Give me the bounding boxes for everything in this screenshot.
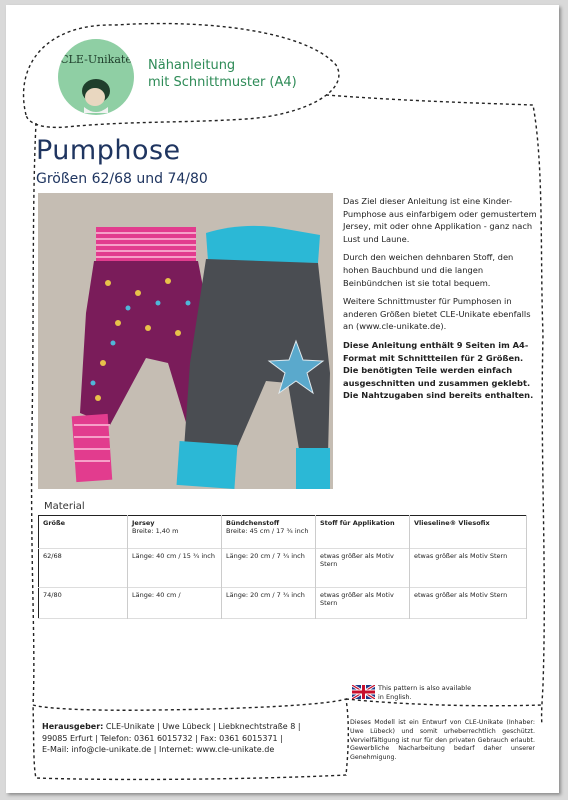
publisher-line-1 [42,721,322,733]
table-cell: etwas größer als Motiv Stern [316,588,410,619]
publisher-info [42,721,322,756]
table-row [39,549,527,588]
uk-flag-icon [352,685,375,699]
table-cell: etwas größer als Motiv Stern [410,549,527,588]
table-header-row [39,516,527,549]
material-heading: Material [44,501,85,512]
table-cell: Länge: 20 cm / 7 ¾ inch [222,588,316,619]
sizes-heading: Größen 62/68 und 74/80 [36,171,208,187]
pattern-description [343,195,538,408]
table-cell: Länge: 40 cm / 15 ¾ inch [128,549,222,588]
product-photo [38,193,333,489]
description-paragraph-bold: Diese Anleitung enthält 9 Seiten im A4-Format mit Schnittteilen für 2 Größen. Die benötigten Teile werden einfach ausgeschnitten und zusammen geklebt. Die Nahtzugaben sind bereits enthalten. [343,339,534,401]
subtitle-line-2: mit Schnittmuster (A4) [148,75,297,90]
table-cell: etwas größer als Motiv Stern [410,588,527,619]
table-row [39,588,527,619]
english-version-note: This pattern is also available in English. [378,684,472,701]
copyright-notice: Dieses Modell ist ein Entwurf von CLE-Unikate (Inhaber: Uwe Lübeck) und somit urheberrechtlich geschützt. Vervielfältigung ist nur für den privaten Gebrauch erlaubt. Gewerbliche Nacharbeitung bedarf daher unserer Genehmigung. [350,719,535,762]
publisher-label: Herausgeber: [42,722,104,731]
table-cell: 62/68 [39,549,128,588]
publisher-line-2: 99085 Erfurt | Telefon: 0361 6015732 | Fax: 0361 6015371 | [42,733,283,743]
subtitle-line-1: Nähanleitung [148,58,236,73]
page-title: Pumphose [36,135,181,166]
table-cell: Länge: 40 cm / [128,588,222,619]
table-cell: etwas größer als Motiv Stern [316,549,410,588]
description-paragraph: Weitere Schnittmuster für Pumphosen in anderen Größen bietet CLE-Unikate ebenfalls an (www.cle-unikate.de). [343,296,531,332]
material-table [38,515,527,619]
description-paragraph: Das Ziel dieser Anleitung ist eine Kinder-Pumphose aus einfarbigem oder gemustertem Jersey, mit oder ohne Applikation - ganz nach Lust und Laune. [343,196,537,244]
header-cell: Größe [39,516,128,549]
header-subtitle [148,57,297,91]
header-cell: Vlieseline® Vliesofix [410,516,527,549]
description-paragraph: Durch den weichen dehnbaren Stoff, den hohen Bauchbund und die langen Beinbündchen ist sie total bequem. [343,252,514,288]
publisher-address: CLE-Unikate | Uwe Lübeck | Liebknechtstraße 8 | [105,722,301,731]
header-cell: Jersey Breite: 1,40 m [128,516,222,549]
header-cell: Bündchenstoff Breite: 45 cm / 17 ¾ inch [222,516,316,549]
brand-logo [58,39,134,115]
pattern-cover-page [6,5,559,793]
logo-face-icon [78,73,114,113]
logo-text: CLE-Unikate [60,53,132,66]
table-cell: 74/80 [39,588,128,619]
publisher-line-3: E-Mail: info@cle-unikate.de | Internet: www.cle-unikate.de [42,745,275,754]
table-cell: Länge: 20 cm / 7 ¾ inch [222,549,316,588]
header-cell: Stoff für Applikation [316,516,410,549]
